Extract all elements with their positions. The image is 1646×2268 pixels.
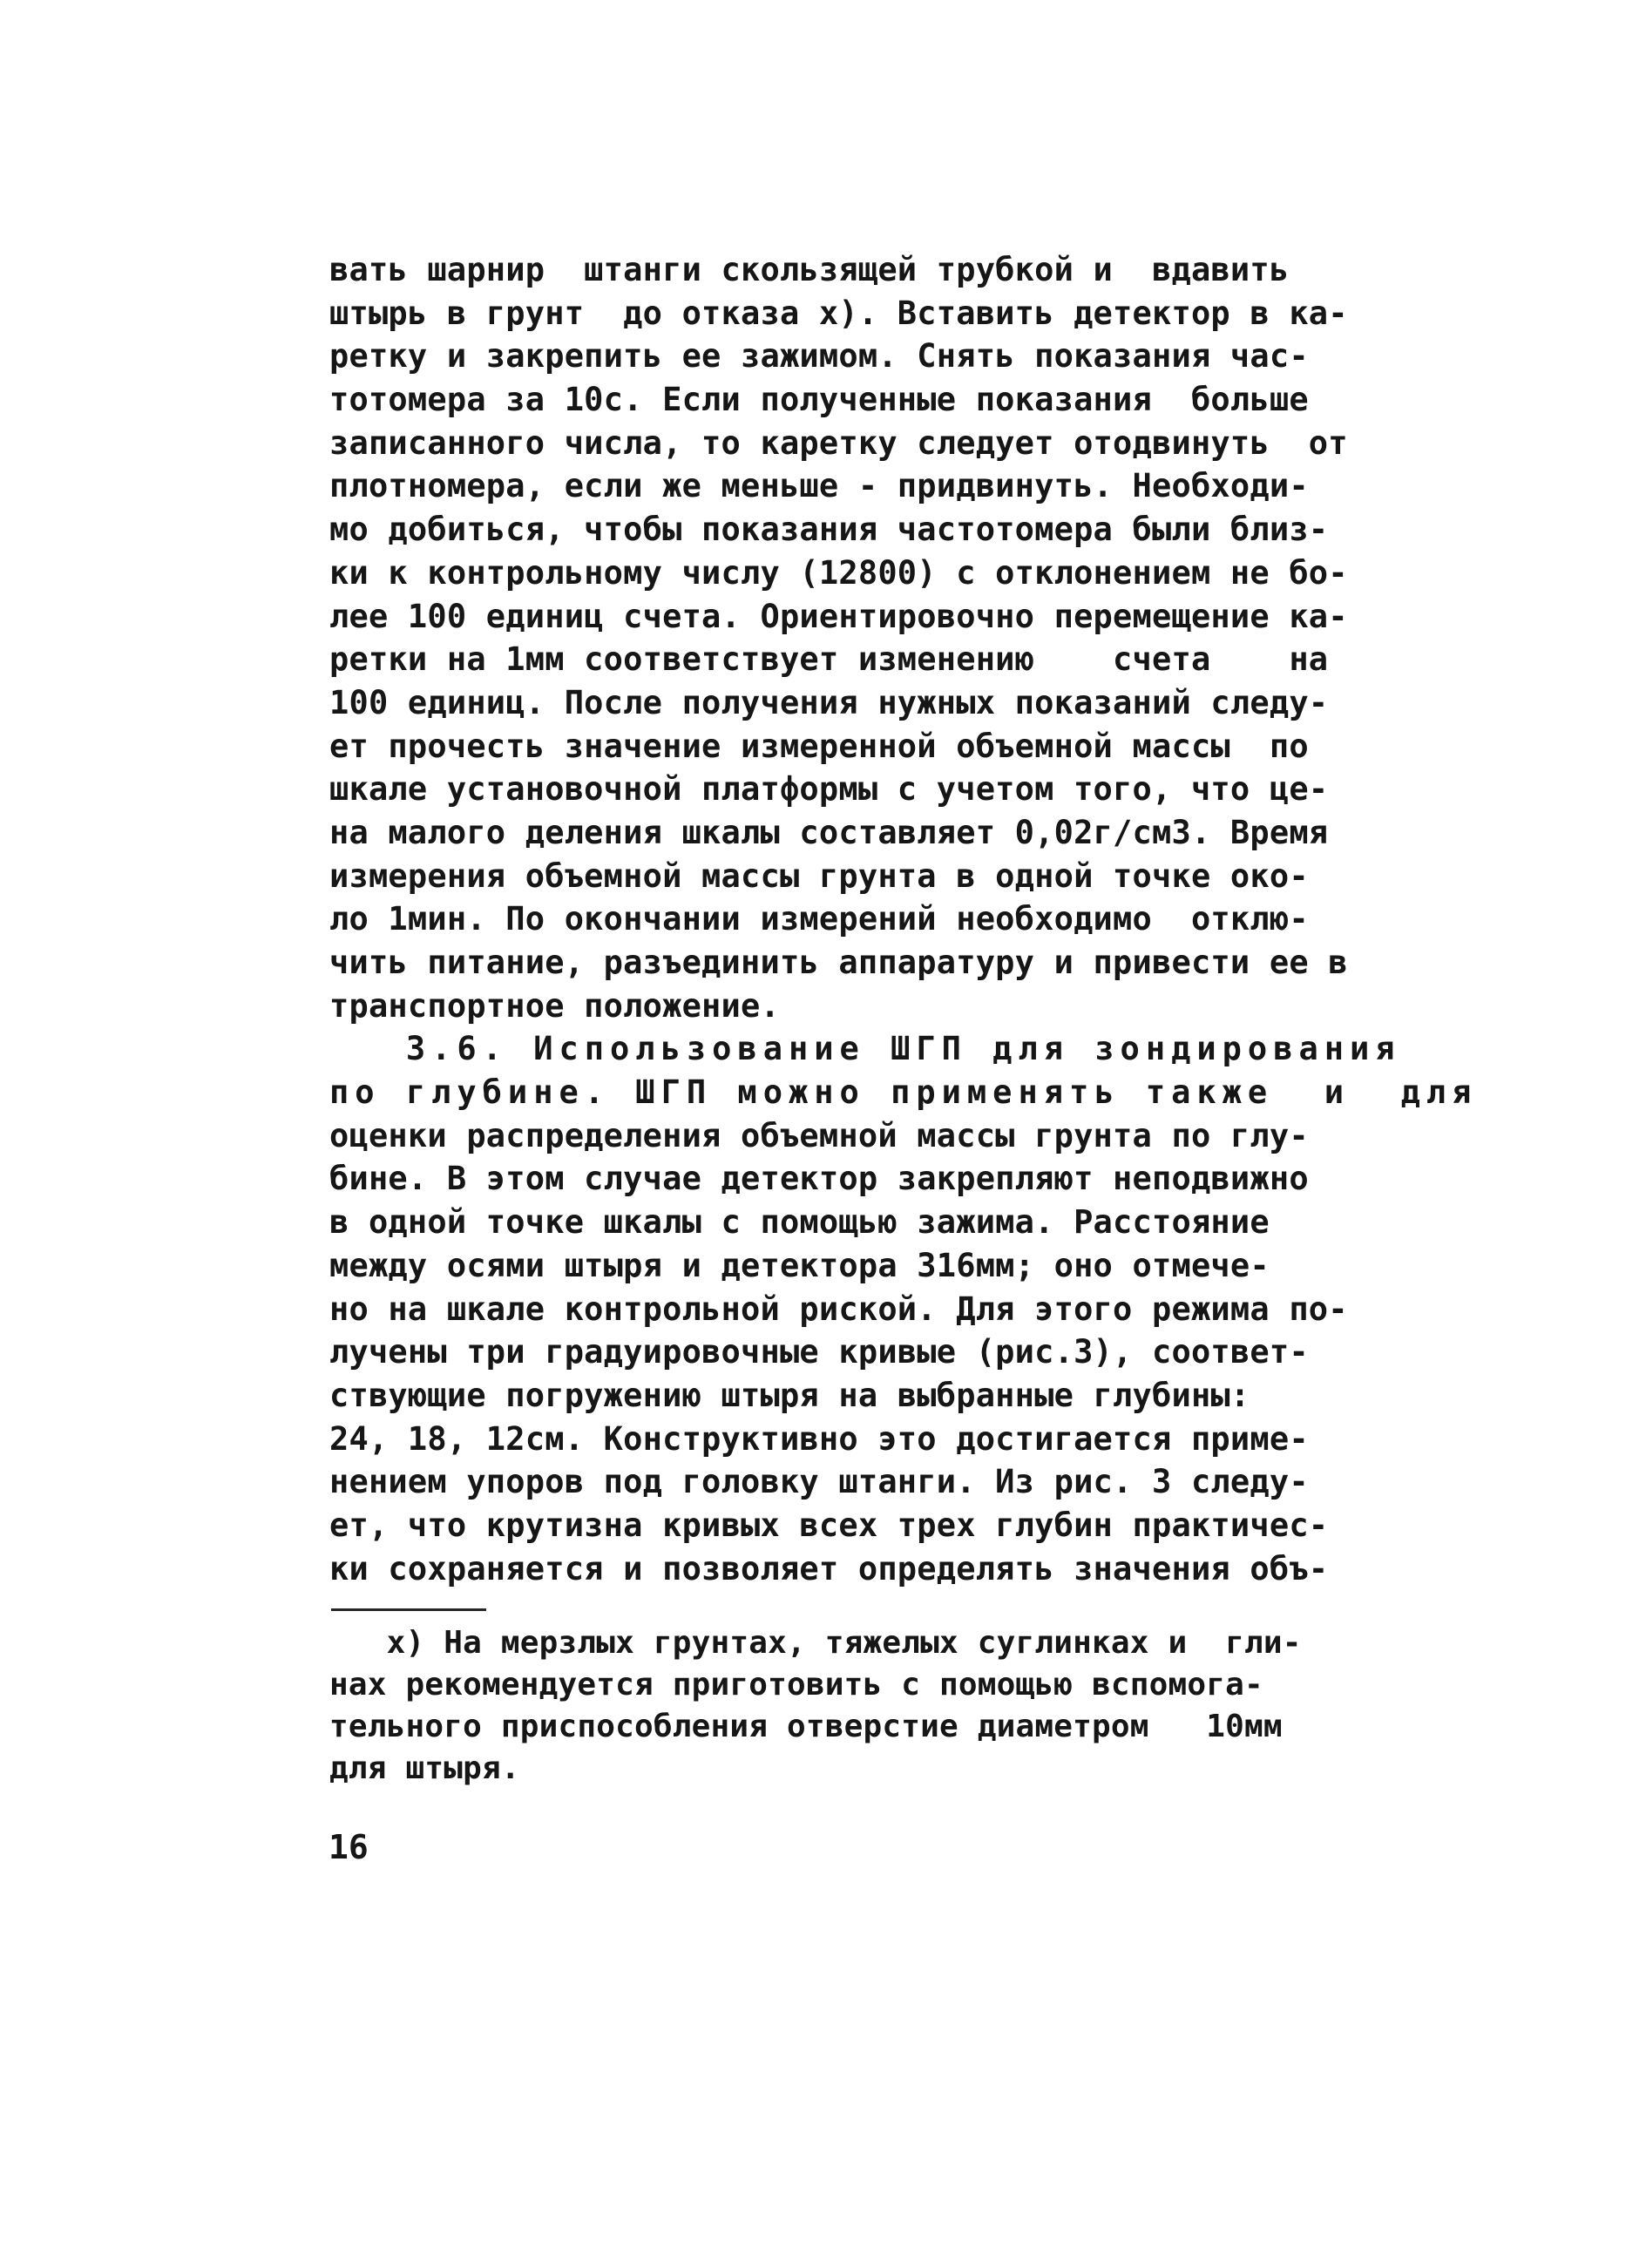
footnote-divider — [331, 1608, 486, 1611]
footnote-line: нах рекомендуется приготовить с помощью вспомога- — [329, 1667, 1263, 1703]
text-line: штырь в грунт до отказа х). Вставить детектор в ка- — [329, 294, 1348, 332]
text-line: вать шарнир штанги скользящей трубкой и вдавить — [329, 251, 1290, 288]
footnote-line: для штыря. — [329, 1750, 520, 1786]
text-line: 24, 18, 12см. Конструктивно это достигается приме- — [329, 1419, 1309, 1458]
footnote-line: тельного приспособления отверстие диаметром 10мм — [329, 1709, 1283, 1744]
section-heading-line: по глубине. ШГП можно применять также и для — [329, 1073, 1478, 1112]
section-heading-line: 3.6. Использование ШГП для зондирования — [329, 1030, 1401, 1068]
text-line: ет прочесть значение измеренной объемной массы по — [329, 727, 1309, 765]
text-line: 100 единиц. После получения нужных показаний следу- — [329, 683, 1329, 721]
text-line: между осями штыря и детектора 316мм; оно отмече- — [329, 1246, 1270, 1284]
text-line: в одной точке шкалы с помощью зажима. Расстояние — [329, 1203, 1270, 1242]
text-line: но на шкале контрольной риской. Для этого режима по- — [329, 1290, 1348, 1328]
text-line: записанного числа, то каретку следует отодвинуть от — [329, 423, 1348, 462]
text-line: лее 100 единиц счета. Ориентировочно перемещение ка- — [329, 597, 1348, 635]
text-line: бине. В этом случае детектор закрепляют неподвижно — [329, 1160, 1309, 1198]
page-number: 16 — [329, 1828, 369, 1866]
text-line: ки сохраняется и позволяет определять значения объ- — [329, 1549, 1329, 1588]
footnote-line: х) На мерзлых грунтах, тяжелых суглинках и гли- — [329, 1625, 1302, 1661]
footnote — [329, 1622, 1419, 1790]
text-line: ствующие погружению штыря на выбранные глубины: — [329, 1376, 1250, 1414]
text-line: ло 1мин. По окончании измерений необходимо отклю- — [329, 900, 1309, 938]
text-line: ретки на 1мм соответствует изменению счета на — [329, 640, 1329, 679]
text-line: измерения объемной массы грунта в одной точке око- — [329, 856, 1309, 895]
body-text — [329, 248, 1478, 1590]
text-line: лучены три градуировочные кривые (рис.3), соответ- — [329, 1333, 1309, 1371]
text-line: ки к контрольному числу (12800) с отклонением не бо- — [329, 553, 1348, 592]
text-line: мо добиться, чтобы показания частотомера были близ- — [329, 511, 1329, 549]
text-line: шкале установочной платформы с учетом того, что це- — [329, 770, 1329, 809]
text-line: транспортное положение. — [329, 986, 780, 1025]
text-line: тотомера за 10с. Если полученные показания больше — [329, 381, 1309, 419]
text-line: чить питание, разъединить аппаратуру и привести ее в — [329, 944, 1348, 981]
text-line: плотномера, если же меньше - придвинуть. Необходи- — [329, 467, 1309, 505]
text-line: оценки распределения объемной массы грунта по глу- — [329, 1116, 1309, 1154]
text-line: нением упоров под головку штанги. Из рис. 3 следу- — [329, 1463, 1309, 1501]
text-line: на малого деления шкалы составляет 0,02г/см3. Время — [329, 813, 1329, 851]
text-line: ет, что крутизна кривых всех трех глубин практичес- — [329, 1506, 1329, 1544]
text-line: ретку и закрепить ее зажимом. Снять показания час- — [329, 337, 1309, 376]
